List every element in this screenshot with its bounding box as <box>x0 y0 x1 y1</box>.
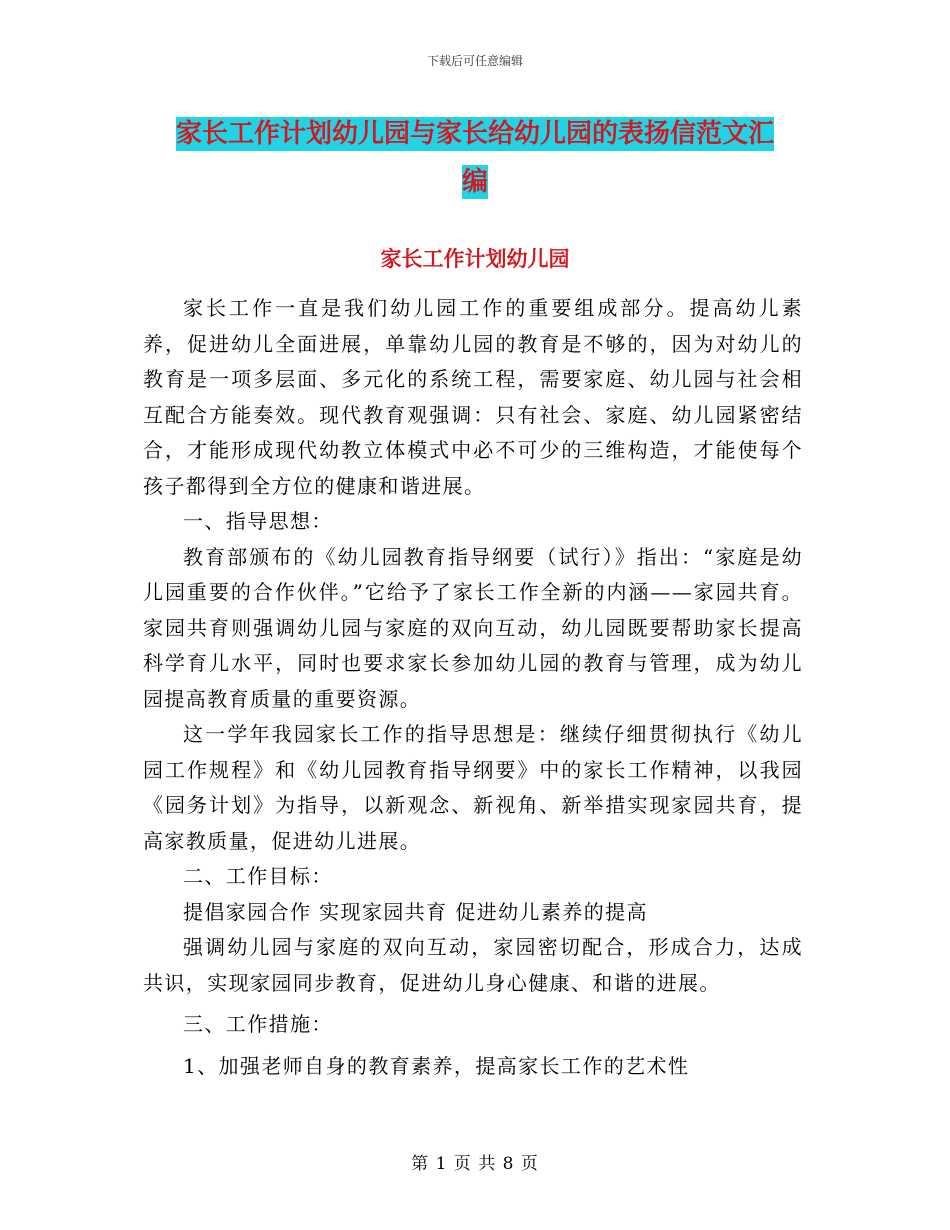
paragraph-goal-slogan: 提倡家园合作 实现家园共育 促进幼儿素养的提高 <box>183 899 648 924</box>
paragraph-guideline-quote: 教育部颁布的《幼儿园教育指导纲要（试行）》指出：“家庭是幼儿园重要的合作伙伴。”它给予了家长工作全新的内涵——家园共育。家园共育则强调幼儿园与家庭的双向互动，幼儿园既要帮助家长提高科学育儿水平，同时也要求家长参加幼儿园的教育与管理，成为幼儿园提高教育质量的重要资源。 <box>143 544 803 711</box>
document-body <box>143 291 803 1084</box>
section-title: 家长工作计划幼儿园 <box>380 246 570 271</box>
paragraph-guiding-ideology: 这一学年我园家长工作的指导思想是：继续仔细贯彻执行《幼儿园工作规程》和《幼儿园教育指导纲要》中的家长工作精神，以我园《园务计划》为指导，以新观念、新视角、新举措实现家园共育，提高家教质量，促进幼儿进展。 <box>143 722 803 853</box>
paragraph-measure-1: 1、加强老师自身的教育素养，提高家长工作的艺术性 <box>183 1053 690 1078</box>
paragraph-goal-detail: 强调幼儿园与家庭的双向互动，家园密切配合，形成合力，达成共识，实现家园同步教育，促进幼儿身心健康、和谐的进展。 <box>143 935 803 995</box>
page-number-footer: 第 1 页 共 8 页 <box>411 1154 539 1174</box>
document-title <box>0 110 950 206</box>
paragraph-intro: 家长工作一直是我们幼儿园工作的重要组成部分。提高幼儿素养，促进幼儿全面进展，单靠幼儿园的教育是不够的，因为对幼儿的教育是一项多层面、多元化的系统工程，需要家庭、幼儿园与社会相互配合方能奏效。现代教育观强调：只有社会、家庭、幼儿园紧密结合，才能形成现代幼教立体模式中必不可少的三维构造，才能使每个孩子都得到全方位的健康和谐进展。 <box>143 296 803 498</box>
document-title-line-2: 编 <box>461 167 488 197</box>
page-header-note: 下载后可任意编辑 <box>426 54 523 68</box>
heading-work-goals: 二、工作目标： <box>183 864 333 888</box>
document-title-line-1: 家长工作计划幼儿园与家长给幼儿园的表扬信范文汇 <box>175 119 774 149</box>
heading-work-measures: 三、工作措施： <box>183 1012 333 1036</box>
heading-guiding-ideology: 一、指导思想： <box>183 509 333 533</box>
